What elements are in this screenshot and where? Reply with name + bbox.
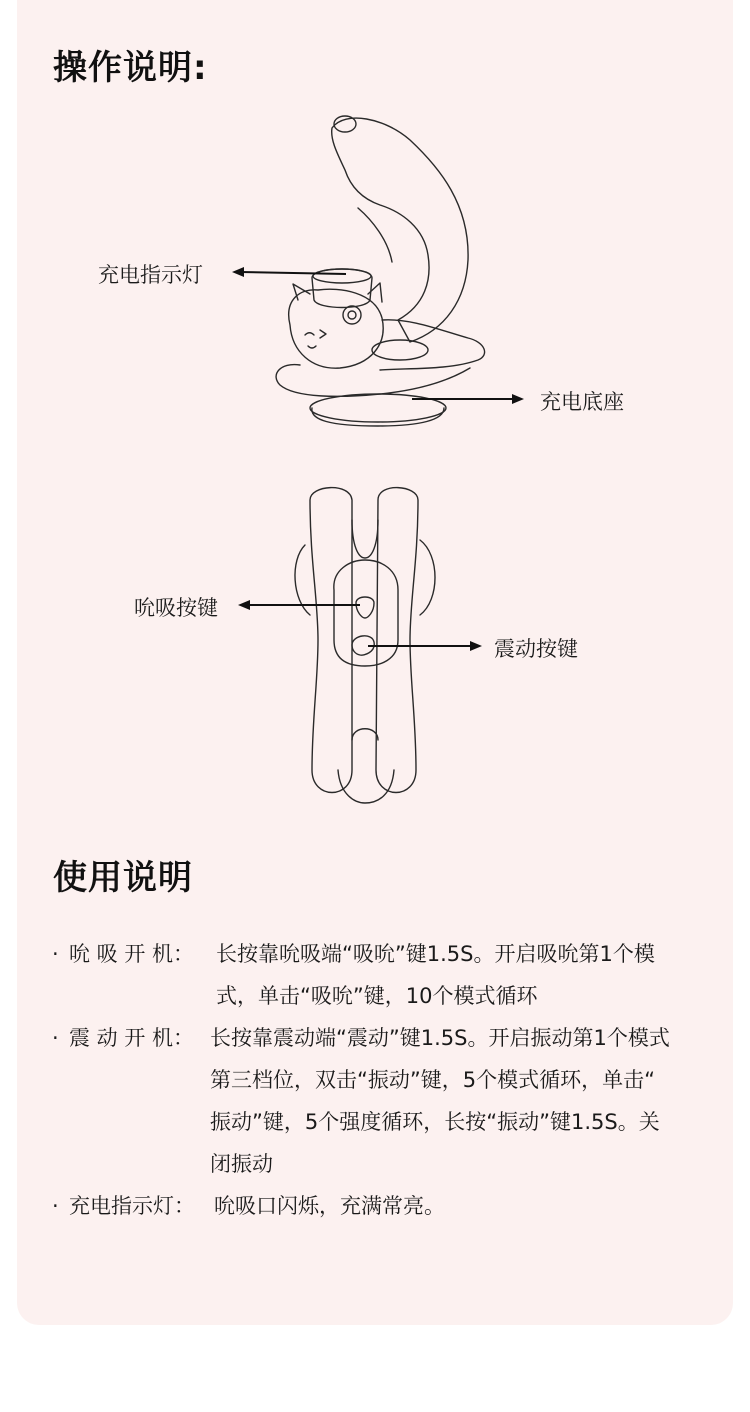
section-title-usage: 使用说明 [53,858,193,898]
instruction-line: 吮吸口闪烁，充满常亮。 [214,1194,445,1218]
bullet: · [52,1026,59,1050]
instruction-description [210,1017,720,1185]
instruction-term: 充电指示灯： [69,1194,195,1218]
instruction-line: 第三档位，双击“振动”键，5个模式循环，单击“ [210,1068,655,1092]
instruction-line: 长按靠震动端“震动”键1.5S。开启振动第1个模式 [210,1026,670,1050]
section-title-operation: 操作说明: [53,48,208,88]
bullet: · [52,942,59,966]
label-vibe-button: 震动按键 [494,637,578,661]
label-charge-base: 充电底座 [540,390,624,414]
label-suck-button: 吮吸按键 [134,596,218,620]
instruction-description [216,933,726,1017]
label-charge-light: 充电指示灯 [98,263,203,287]
instruction-line: 式，单击“吸吮”键，10个模式循环 [216,984,538,1008]
instruction-term: 吮 吸 开 机： [69,942,195,966]
bullet: · [52,1194,59,1218]
instruction-line: 振动”键，5个强度循环，长按“振动”键1.5S。关 [210,1110,660,1134]
instruction-description [214,1185,724,1227]
instruction-term: 震 动 开 机： [69,1026,195,1050]
instruction-line: 闭振动 [210,1152,273,1176]
instruction-line: 长按靠吮吸端“吸吮”键1.5S。开启吸吮第1个模 [216,942,655,966]
product-bottom-illustration [0,470,750,830]
